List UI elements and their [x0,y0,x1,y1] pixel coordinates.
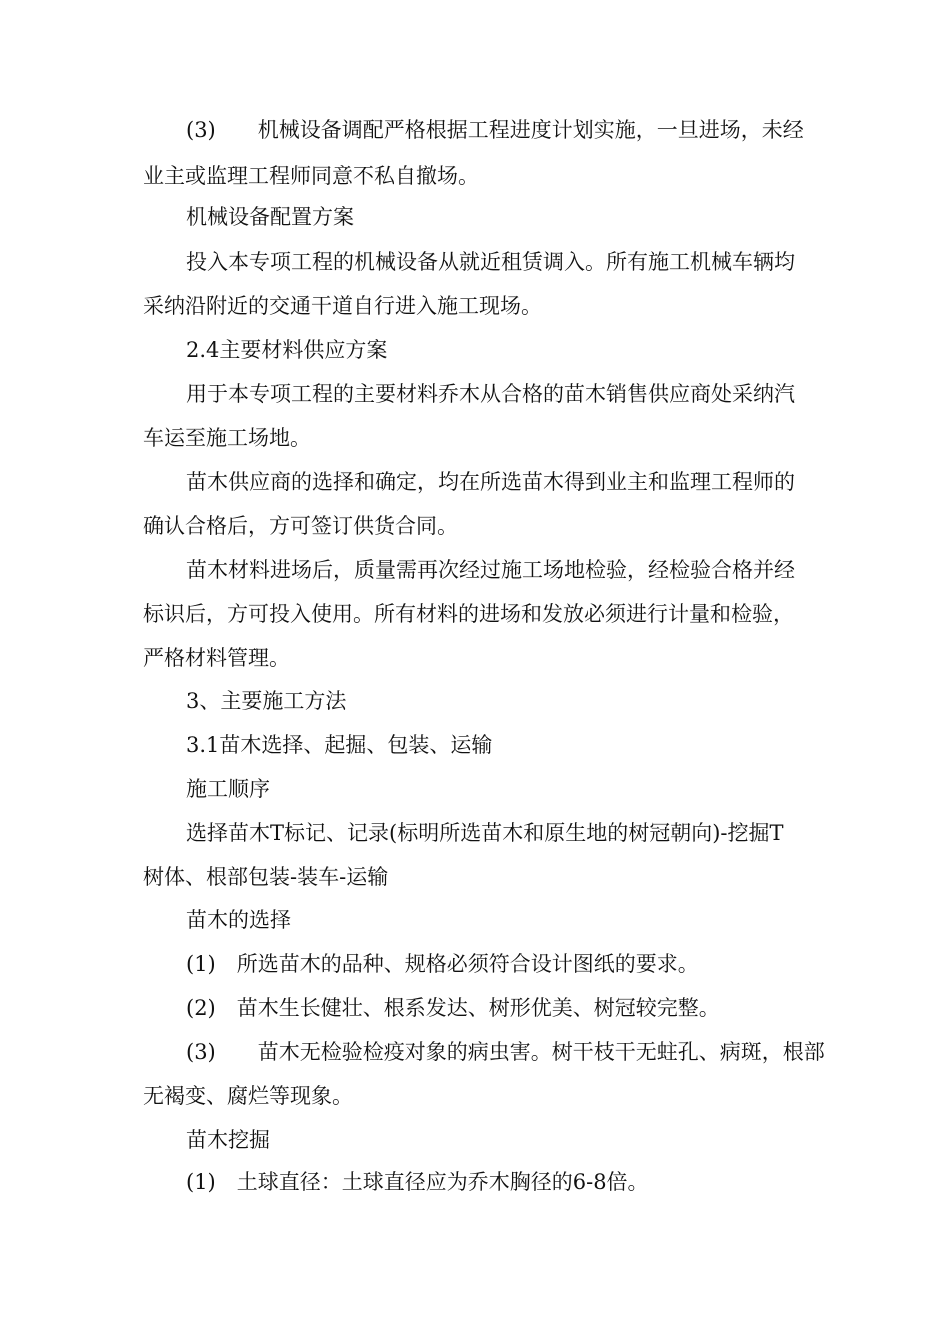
section-heading: 苗木挖掘 [186,1128,270,1152]
paragraph-line: 严格材料管理。 [143,646,290,670]
paragraph-line: 投入本专项工程的机械设备从就近租赁调入。所有施工机械车辆均 [186,250,795,274]
paragraph-line: 确认合格后，方可签订供货合同。 [143,514,458,538]
section-heading: 施工顺序 [186,777,270,801]
list-item: (3) 苗木无检验检疫对象的病虫害。树干枝干无蛀孔、病斑，根部 [186,1040,825,1064]
paragraph-line: 选择苗木T标记、记录(标明所选苗木和原生地的树冠朝向)-挖掘T [186,821,784,845]
paragraph-line: 标识后，方可投入使用。所有材料的进场和发放必须进行计量和检验， [143,602,794,626]
section-heading: 2.4主要材料供应方案 [186,338,388,362]
section-heading: 3、主要施工方法 [186,689,347,713]
list-item: 无褐变、腐烂等现象。 [143,1084,353,1108]
section-heading: 3.1苗木选择、起掘、包装、运输 [186,733,493,757]
paragraph-line: 用于本专项工程的主要材料乔木从合格的苗木销售供应商处采纳汽 [186,382,795,406]
list-item: (1) 所选苗木的品种、规格必须符合设计图纸的要求。 [186,952,699,976]
paragraph-line: 采纳沿附近的交通干道自行进入施工现场。 [143,294,542,318]
paragraph-line: 苗木供应商的选择和确定，均在所选苗木得到业主和监理工程师的 [186,470,795,494]
paragraph-line: 树体、根部包装-装车-运输 [143,865,389,889]
list-item: (1) 土球直径：土球直径应为乔木胸径的6-8倍。 [186,1170,649,1194]
paragraph-line: 业主或监理工程师同意不私自撤场。 [143,164,479,188]
paragraph-line: (3) 机械设备调配严格根据工程进度计划实施，一旦进场，未经 [186,118,804,142]
paragraph-line: 苗木材料进场后，质量需再次经过施工场地检验，经检验合格并经 [186,558,795,582]
section-heading: 机械设备配置方案 [186,205,354,229]
list-item: (2) 苗木生长健壮、根系发达、树形优美、树冠较完整。 [186,996,720,1020]
paragraph-line: 车运至施工场地。 [143,426,311,450]
section-heading: 苗木的选择 [186,908,291,932]
